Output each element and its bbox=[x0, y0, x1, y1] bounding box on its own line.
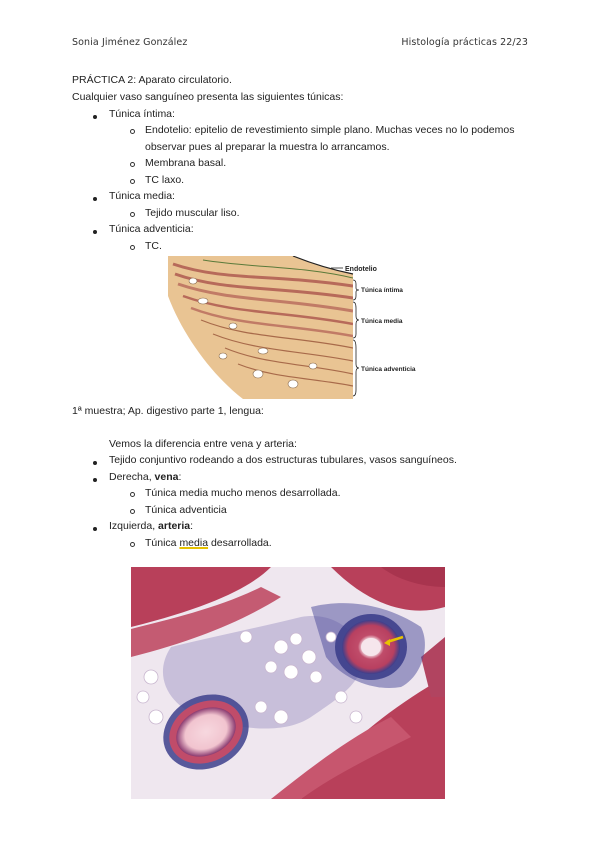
list-item-tunica-adventicia: Túnica adventicia: bbox=[109, 223, 194, 235]
practice-title: PRÁCTICA 2: Aparato circulatorio. bbox=[72, 74, 232, 86]
derecha-prefix: Derecha, bbox=[109, 471, 155, 483]
label-tunica-adventicia: Túnica adventicia bbox=[361, 366, 416, 373]
arteria-media-underlined: media bbox=[179, 537, 209, 549]
list-item-endotelio: Endotelio: epitelio de revestimiento simple plano. Muchas veces no lo podemos bbox=[145, 124, 515, 136]
list-item-tejido-muscular: Tejido muscular liso. bbox=[145, 207, 240, 219]
header-course: Histología prácticas 22/23 bbox=[401, 37, 528, 48]
arteria-media-prefix: Túnica bbox=[145, 537, 180, 549]
circle-bullet-icon bbox=[130, 212, 135, 217]
circle-bullet-icon bbox=[130, 509, 135, 514]
list-item-vena-media: Túnica media mucho menos desarrollada. bbox=[145, 487, 341, 499]
circle-bullet-icon bbox=[130, 492, 135, 497]
derecha-vena: vena bbox=[154, 471, 179, 483]
list-item-derecha bbox=[109, 470, 181, 484]
arteria-media-suffix: desarrollada. bbox=[208, 537, 272, 549]
circle-bullet-icon bbox=[130, 245, 135, 250]
bullet-icon bbox=[93, 115, 97, 119]
practice-subtitle: Cualquier vaso sanguíneo presenta las siguientes túnicas: bbox=[72, 91, 344, 103]
bullet-icon bbox=[93, 478, 97, 482]
bullet-icon bbox=[93, 197, 97, 201]
list-item-izquierda bbox=[109, 519, 193, 533]
izquierda-prefix: Izquierda, bbox=[109, 520, 159, 532]
label-endotelio: Endotelio bbox=[345, 266, 377, 273]
label-tunica-intima: Túnica íntima bbox=[361, 287, 403, 294]
circle-bullet-icon bbox=[130, 179, 135, 184]
circle-bullet-icon bbox=[130, 162, 135, 167]
circle-bullet-icon bbox=[130, 542, 135, 547]
list-item-arteria-media bbox=[145, 536, 272, 550]
list-item-membrana: Membrana basal. bbox=[145, 157, 227, 169]
bullet-icon bbox=[93, 527, 97, 531]
list-item-tc: TC. bbox=[145, 240, 162, 252]
bullet-icon bbox=[93, 230, 97, 234]
derecha-suffix: : bbox=[178, 471, 182, 483]
sample-intro: Vemos la diferencia entre vena y arteria: bbox=[109, 438, 297, 450]
list-item-vena-adventicia: Túnica adventicia bbox=[145, 504, 227, 516]
vessel-wall-diagram bbox=[163, 256, 438, 399]
list-item-tejido-conjuntivo: Tejido conjuntivo rodeando a dos estructuras tubulares, vasos sanguíneos. bbox=[109, 454, 457, 466]
histology-micrograph bbox=[131, 567, 445, 799]
sample-title: 1ª muestra; Ap. digestivo parte 1, lengua: bbox=[72, 405, 264, 417]
list-item-tunica-media: Túnica media: bbox=[109, 190, 175, 202]
list-item-tunica-intima: Túnica íntima: bbox=[109, 108, 175, 120]
header-author: Sonia Jiménez González bbox=[72, 37, 188, 48]
izquierda-arteria: arteria bbox=[158, 520, 191, 532]
list-item-endotelio-cont: observar pues al preparar la muestra lo arrancamos. bbox=[145, 141, 390, 153]
label-tunica-media: Túnica media bbox=[361, 318, 403, 325]
bullet-icon bbox=[93, 461, 97, 465]
izquierda-suffix: : bbox=[190, 520, 194, 532]
list-item-tc-laxo: TC laxo. bbox=[145, 174, 185, 186]
circle-bullet-icon bbox=[130, 129, 135, 134]
